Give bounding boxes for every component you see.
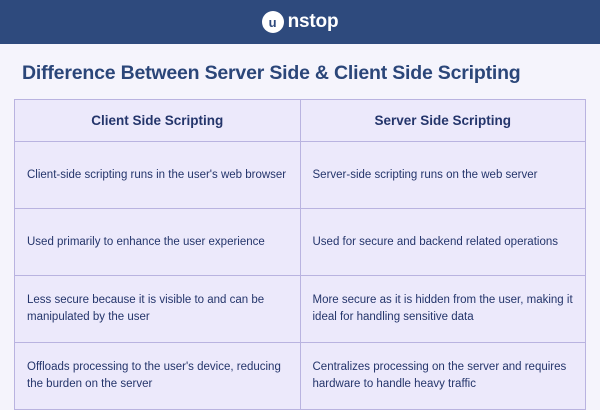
- cell-client-side: Client-side scripting runs in the user's web browser: [15, 142, 301, 209]
- cell-server-side: Used for secure and backend related operations: [300, 209, 586, 276]
- table-head: [15, 100, 586, 142]
- table-row: [15, 209, 586, 276]
- column-header-server-side: Server Side Scripting: [300, 100, 586, 142]
- table-row: [15, 276, 586, 343]
- logo-mark-icon: u: [262, 11, 284, 33]
- column-header-client-side: Client Side Scripting: [15, 100, 301, 142]
- logo-wordmark: nstop: [287, 11, 339, 32]
- cell-client-side: Used primarily to enhance the user experience: [15, 209, 301, 276]
- cell-server-side: More secure as it is hidden from the user, making it ideal for handling sensitive data: [300, 276, 586, 343]
- cell-client-side: Offloads processing to the user's device, reducing the burden on the server: [15, 343, 301, 410]
- table-row: [15, 343, 586, 410]
- table-header-row: [15, 100, 586, 142]
- page-title: Difference Between Server Side & Client Side Scripting: [22, 62, 521, 84]
- table-body: [15, 142, 586, 410]
- unstop-logo: [262, 11, 339, 33]
- table-row: [15, 142, 586, 209]
- cell-server-side: Server-side scripting runs on the web server: [300, 142, 586, 209]
- brand-header: [0, 0, 600, 44]
- cell-server-side: Centralizes processing on the server and requires hardware to handle heavy traffic: [300, 343, 586, 410]
- cell-client-side: Less secure because it is visible to and can be manipulated by the user: [15, 276, 301, 343]
- comparison-table-wrapper: [0, 99, 600, 410]
- comparison-table: [14, 99, 586, 410]
